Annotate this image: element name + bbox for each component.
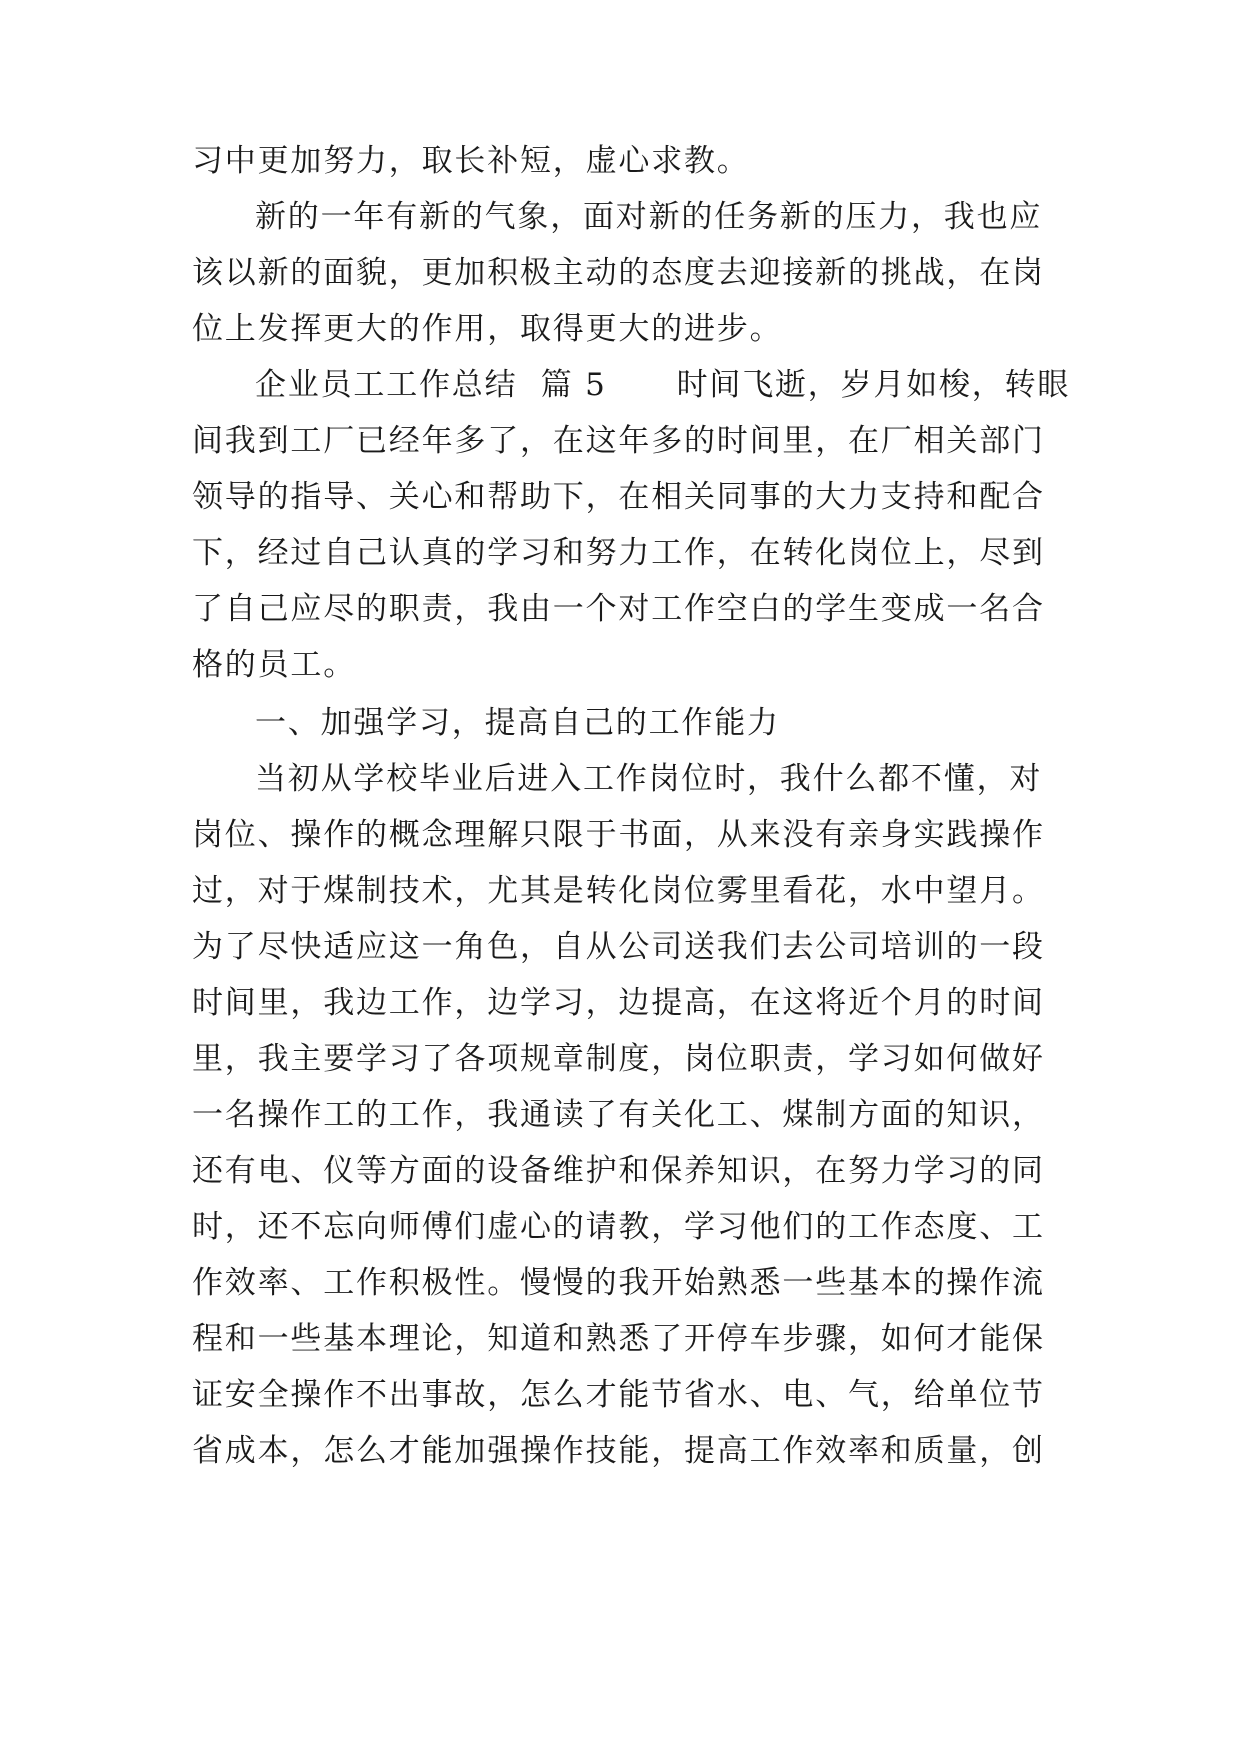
text-line: 位上发挥更大的作用，取得更大的进步。 (192, 311, 783, 347)
text-line: 时，还不忘向师傅们虚心的请教，学习他们的工作态度、工 (192, 1209, 1045, 1245)
subheading-line: 一、加强学习，提高自己的工作能力 (255, 705, 780, 741)
text-line: 岗位、操作的概念理解只限于书面，从来没有亲身实践操作 (192, 817, 1045, 853)
text-line: 该以新的面貌，更加积极主动的态度去迎接新的挑战，在岗 (192, 255, 1045, 291)
text-line: 时间里，我边工作，边学习，边提高，在这将近个月的时间 (192, 985, 1045, 1021)
paragraph-first-line: 当初从学校毕业后进入工作岗位时，我什么都不懂，对 (255, 761, 1043, 797)
text-line: 了自己应尽的职责，我由一个对工作空白的学生变成一名合 (192, 591, 1045, 627)
paragraph-first-line: 新的一年有新的气象，面对新的任务新的压力，我也应 (255, 199, 1043, 235)
text-line: 格的员工。 (192, 647, 356, 683)
text-line: 下，经过自己认真的学习和努力工作，在转化岗位上，尽到 (192, 535, 1045, 571)
section-heading-line: 企业员工工作总结 篇 5 时间飞逝，岁月如梭，转眼 (255, 367, 1071, 403)
text-line: 过，对于煤制技术，尤其是转化岗位雾里看花，水中望月。 (192, 873, 1045, 909)
text-line: 省成本，怎么才能加强操作技能，提高工作效率和质量，创 (192, 1433, 1045, 1469)
text-line: 程和一些基本理论，知道和熟悉了开停车步骤，如何才能保 (192, 1321, 1045, 1357)
text-line: 还有电、仪等方面的设备维护和保养知识，在努力学习的同 (192, 1153, 1045, 1189)
text-line: 领导的指导、关心和帮助下，在相关同事的大力支持和配合 (192, 479, 1045, 515)
text-line: 习中更加努力，取长补短，虚心求教。 (192, 143, 750, 179)
text-line: 证安全操作不出事故，怎么才能节省水、电、气，给单位节 (192, 1377, 1045, 1413)
text-line: 为了尽快适应这一角色，自从公司送我们去公司培训的一段 (192, 929, 1045, 965)
text-line: 里，我主要学习了各项规章制度，岗位职责，学习如何做好 (192, 1041, 1045, 1077)
text-line: 作效率、工作积极性。慢慢的我开始熟悉一些基本的操作流 (192, 1265, 1045, 1301)
text-line: 一名操作工的工作，我通读了有关化工、煤制方面的知识， (192, 1097, 1045, 1133)
text-line: 间我到工厂已经年多了，在这年多的时间里，在厂相关部门 (192, 423, 1045, 459)
